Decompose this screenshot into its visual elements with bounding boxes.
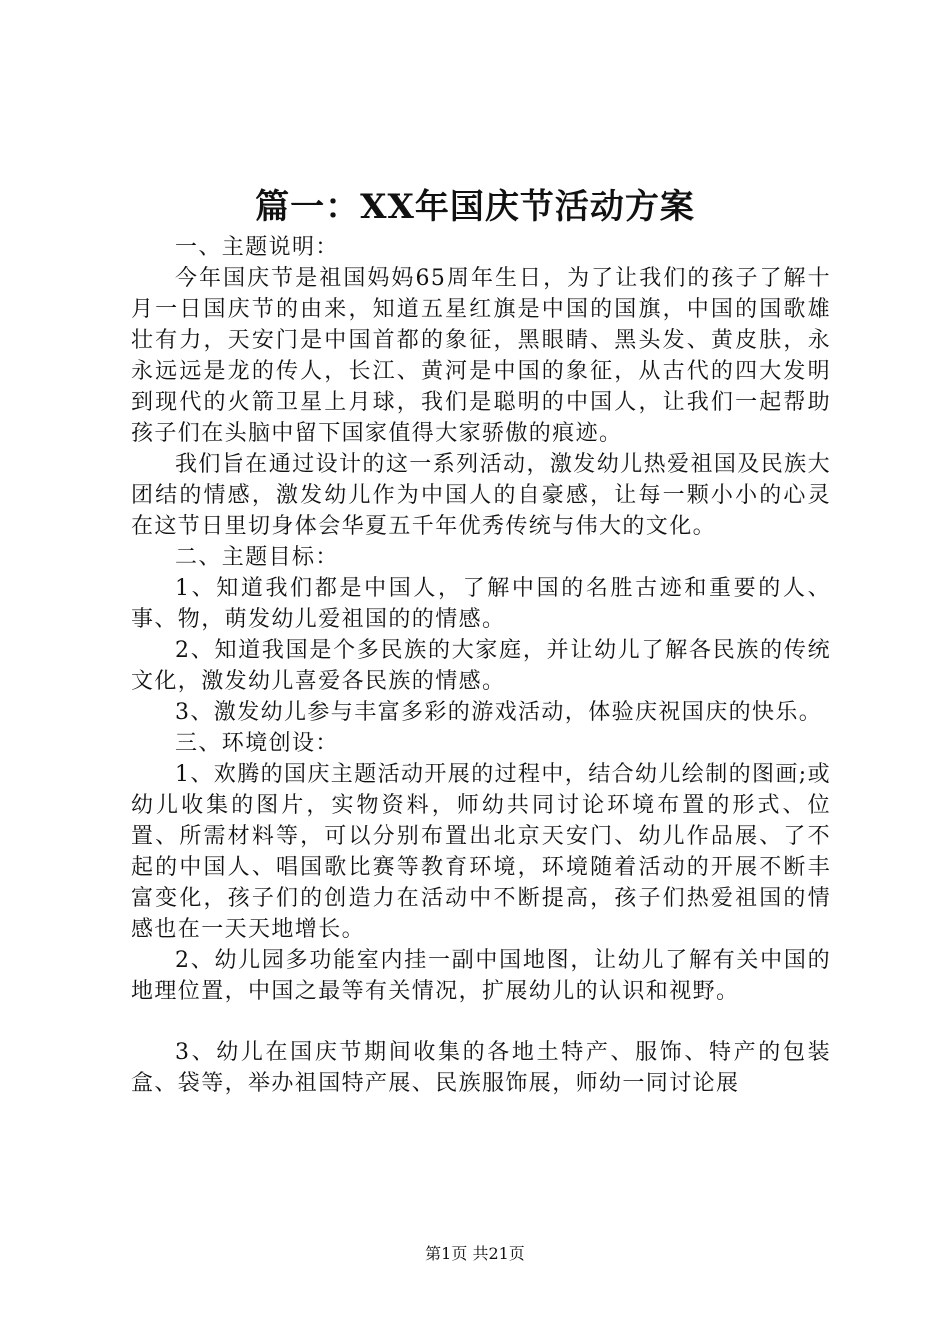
section-heading-environment: 三、环境创设：	[175, 731, 339, 756]
list-item: 1、知道我们都是中国人，了解中国的名胜古迹和重要的人、事、物，萌发幼儿爱祖国的的情感。	[131, 576, 831, 632]
section-heading-theme: 一、主题说明：	[175, 235, 339, 260]
document-body	[131, 232, 831, 1099]
list-item: 1、欢腾的国庆主题活动开展的过程中，结合幼儿绘制的图画;或幼儿收集的图片，实物资料，师幼共同讨论环境布置的形式、位置、所需材料等，可以分别布置出北京天安门、幼儿作品展、了不起的中国人、唱国歌比赛等教育环境，环境随着活动的开展不断丰富变化，孩子们的创造力在活动中不断提高，孩子们热爱祖国的情感也在一天天地增长。	[131, 762, 832, 942]
paragraph: 我们旨在通过设计的这一系列活动，激发幼儿热爱祖国及民族大团结的情感，激发幼儿作为中国人的自豪感，让每一颗小小的心灵在这节日里切身体会华夏五千年优秀传统与伟大的文化。	[131, 452, 831, 539]
section-heading-goals: 二、主题目标：	[175, 545, 339, 570]
document-title: 篇一：XX年国庆节活动方案	[255, 187, 695, 227]
page-footer: 第1页 共21页	[425, 1244, 525, 1263]
list-item: 3、幼儿在国庆节期间收集的各地土特产、服饰、特产的包装盒、袋等，举办祖国特产展、民族服饰展，师幼一同讨论展	[131, 1040, 831, 1096]
list-item: 3、激发幼儿参与丰富多彩的游戏活动，体验庆祝国庆的快乐。	[175, 700, 823, 725]
paragraph-gap	[131, 1007, 831, 1037]
list-item: 2、幼儿园多功能室内挂一副中国地图，让幼儿了解有关中国的地理位置，中国之最等有关情况，扩展幼儿的认识和视野。	[131, 948, 831, 1004]
list-item: 2、知道我国是个多民族的大家庭，并让幼儿了解各民族的传统文化，激发幼儿喜爱各民族的情感。	[131, 638, 831, 694]
paragraph: 今年国庆节是祖国妈妈65周年生日，为了让我们的孩子了解十月一日国庆节的由来，知道五星红旗是中国的国旗，中国的国歌雄壮有力，天安门是中国首都的象征，黑眼睛、黑头发、黄皮肤，永永远远是龙的传人，长江、黄河是中国的象征，从古代的四大发明到现代的火箭卫星上月球，我们是聪明的中国人，让我们一起帮助孩子们在头脑中留下国家值得大家骄傲的痕迹。	[131, 266, 831, 446]
